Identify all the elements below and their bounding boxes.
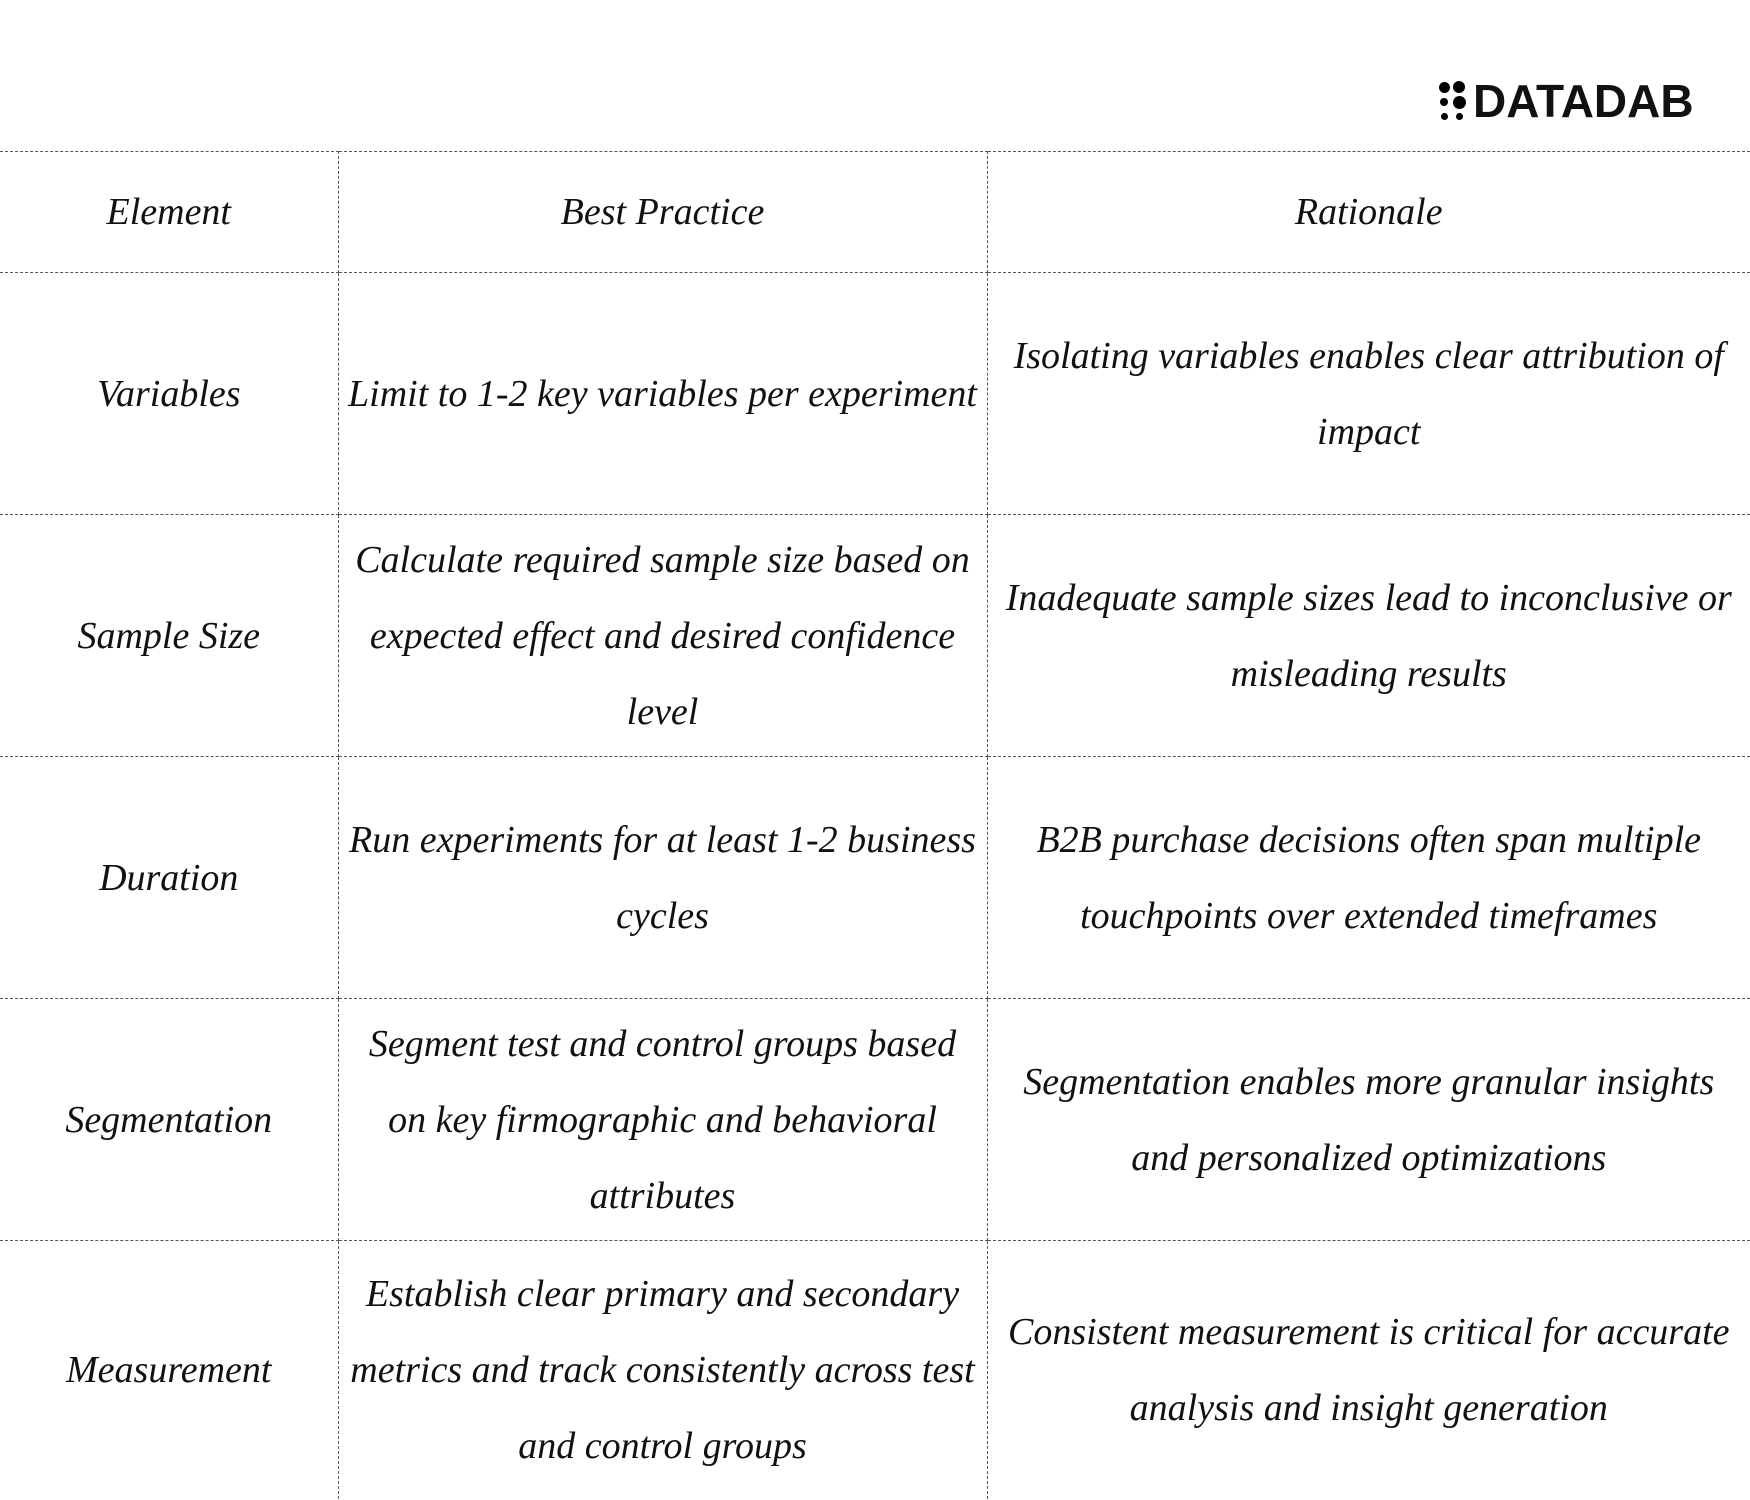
logo-dots-icon (1438, 81, 1465, 121)
element-cell: Segmentation (0, 999, 338, 1241)
practice-cell: Establish clear primary and secondary metrics and track consistently across test and control groups (338, 1241, 987, 1500)
rationale-cell: Inadequate sample sizes lead to inconclusive or misleading results (987, 515, 1750, 757)
table-row (0, 273, 1750, 515)
element-cell: Measurement (0, 1241, 338, 1500)
table-row (0, 757, 1750, 999)
rationale-cell: B2B purchase decisions often span multiple touchpoints over extended timeframes (987, 757, 1750, 999)
logo-text: DATADAB (1473, 75, 1694, 127)
best-practices-table (0, 151, 1750, 1499)
rationale-cell: Isolating variables enables clear attribution of impact (987, 273, 1750, 515)
header-element: Element (0, 152, 338, 273)
header-row (0, 152, 1750, 273)
practice-cell: Run experiments for at least 1-2 business cycles (338, 757, 987, 999)
header-best-practice: Best Practice (338, 152, 987, 273)
header-rationale: Rationale (987, 152, 1750, 273)
element-cell: Variables (0, 273, 338, 515)
table-row (0, 999, 1750, 1241)
rationale-cell: Segmentation enables more granular insights and personalized optimizations (987, 999, 1750, 1241)
element-cell: Sample Size (0, 515, 338, 757)
practice-cell: Limit to 1-2 key variables per experiment (338, 273, 987, 515)
element-cell: Duration (0, 757, 338, 999)
table-row (0, 1241, 1750, 1500)
practice-cell: Calculate required sample size based on expected effect and desired confidence level (338, 515, 987, 757)
datadab-logo (1438, 75, 1694, 127)
practice-cell: Segment test and control groups based on key firmographic and behavioral attributes (338, 999, 987, 1241)
table-row (0, 515, 1750, 757)
rationale-cell: Consistent measurement is critical for accurate analysis and insight generation (987, 1241, 1750, 1500)
